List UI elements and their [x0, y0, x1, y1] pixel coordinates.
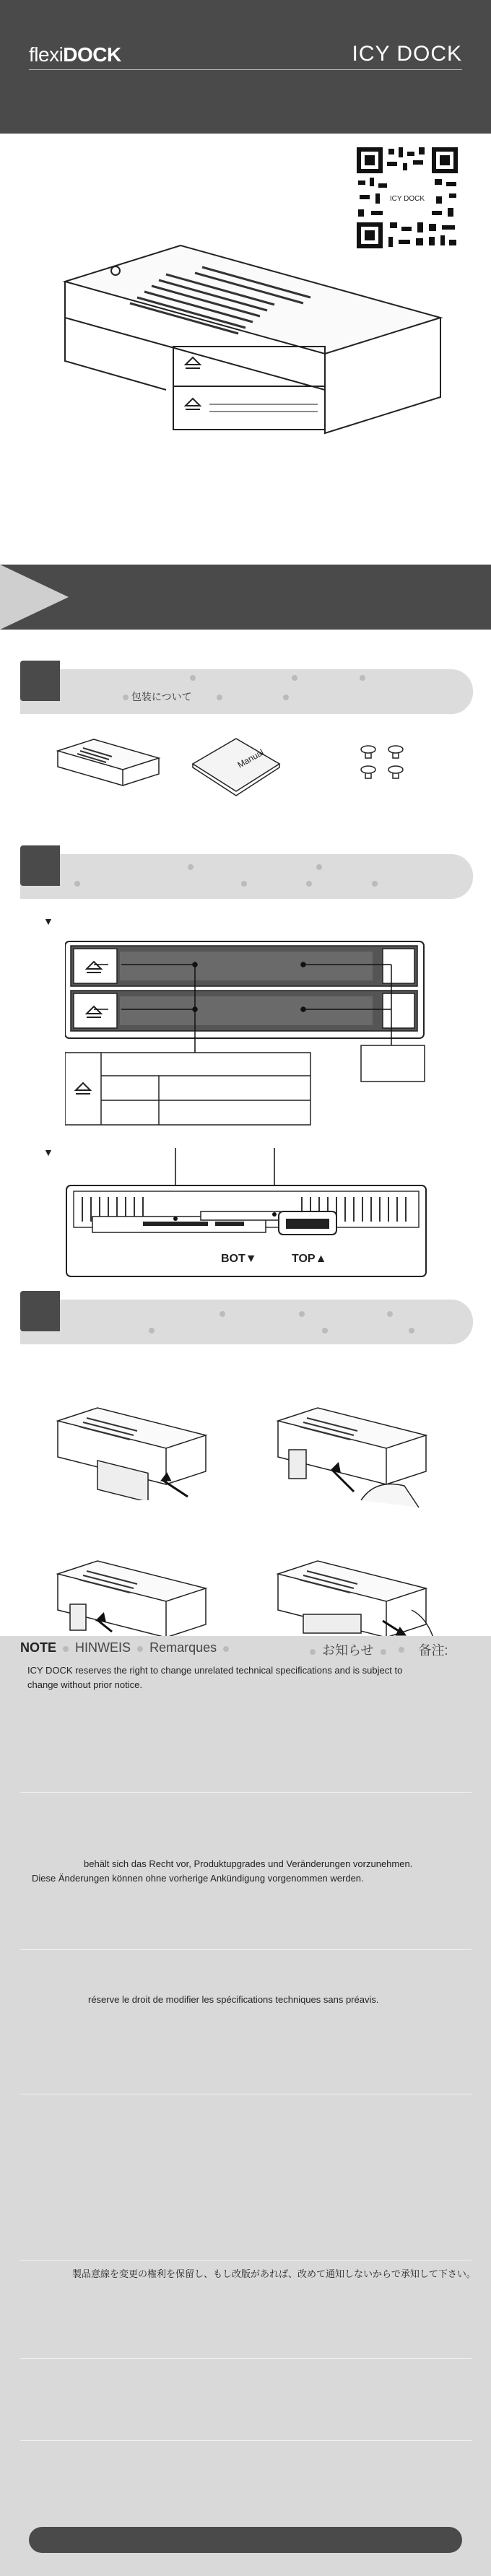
bullet-icon	[188, 864, 194, 870]
note-section	[0, 1636, 491, 2576]
install-step-4	[274, 1559, 448, 1642]
bullet-icon	[283, 695, 289, 700]
rear-view-diagram	[64, 1148, 432, 1289]
header-divider	[29, 69, 462, 70]
note-divider	[20, 1792, 472, 1793]
install-step-1	[54, 1406, 220, 1504]
bullet-icon	[190, 675, 196, 681]
product-band	[0, 565, 491, 630]
front-view-marker: ▼	[43, 915, 53, 927]
section-2-number	[20, 845, 60, 886]
note-en: ICY DOCK reserves the right to change unrelated technical specifications and is subject to change without prior notice.	[27, 1665, 403, 1690]
product-band-triangle	[0, 565, 69, 630]
section-1-label: 包装について	[123, 689, 192, 704]
rear-view-marker: ▼	[43, 1146, 53, 1158]
bullet-icon	[310, 1649, 316, 1655]
section-1-bar	[20, 669, 473, 714]
section-3-number	[20, 1291, 60, 1331]
note-title-jp: お知らせ	[322, 1643, 374, 1658]
screws-icon	[355, 742, 413, 789]
bullet-icon	[399, 1647, 404, 1653]
bullet-icon	[387, 1311, 393, 1317]
note-de: behält sich das Recht vor, Produktupgrades und Veränderungen vorzunehmen. Diese Änderungen können ohne vorherige Ankündigung vorgenommen werden.	[32, 1858, 413, 1884]
install-step-2	[274, 1406, 440, 1518]
bullet-icon	[292, 675, 297, 681]
qr-code[interactable]	[354, 144, 461, 251]
bullet-icon	[241, 881, 247, 887]
bullet-icon	[409, 1328, 414, 1333]
product-illustration	[51, 238, 455, 458]
flexidock-logo: flexiDOCK	[29, 43, 121, 66]
top-connector-label: TOP▲	[292, 1253, 327, 1265]
bullet-icon	[63, 1646, 69, 1652]
note-title-fr: Remarques	[149, 1640, 217, 1655]
bullet-icon	[220, 1311, 225, 1317]
note-divider	[20, 1949, 472, 1950]
footer-bar	[29, 2527, 462, 2553]
note-title-cn: 备注:	[418, 1643, 448, 1658]
bullet-icon	[223, 1646, 229, 1652]
qr-logo-text: ICY DOCK	[389, 195, 425, 203]
bullet-icon	[322, 1328, 328, 1333]
header-band	[0, 0, 491, 134]
note-jp: 製品意線を変更の権利を保留し、もし改版があれば、改めて通知しないからで承知して下さい。	[72, 2268, 476, 2279]
icydock-logo: ICY DOCK	[352, 42, 462, 66]
note-heading-right	[307, 1640, 448, 1659]
bullet-icon	[316, 864, 322, 870]
note-divider	[20, 2440, 472, 2441]
bullet-icon	[123, 695, 129, 700]
bullet-icon	[74, 881, 80, 887]
bullet-icon	[381, 1649, 386, 1655]
note-fr: réserve le droit de modifier les spécifications techniques sans préavis.	[88, 1994, 379, 2005]
bullet-icon	[306, 881, 312, 887]
manual-icon	[189, 735, 283, 804]
note-title-de: HINWEIS	[75, 1640, 131, 1655]
note-title-en: NOTE	[20, 1640, 57, 1655]
bullet-icon	[299, 1311, 305, 1317]
bullet-icon	[372, 881, 378, 887]
bullet-icon	[217, 695, 222, 700]
front-view-diagram	[65, 939, 433, 1137]
section-3-bar	[20, 1300, 473, 1344]
package-dock-icon	[54, 738, 162, 799]
note-divider	[20, 2358, 472, 2359]
bot-connector-label: BOT▼	[221, 1253, 257, 1265]
manual-label: Manual	[235, 747, 266, 770]
bullet-icon	[360, 675, 365, 681]
section-1-number	[20, 661, 60, 701]
bullet-icon	[137, 1646, 143, 1652]
bullet-icon	[149, 1328, 155, 1333]
section-2-bar	[20, 854, 473, 899]
note-heading	[20, 1640, 232, 1655]
install-step-3	[54, 1559, 220, 1642]
